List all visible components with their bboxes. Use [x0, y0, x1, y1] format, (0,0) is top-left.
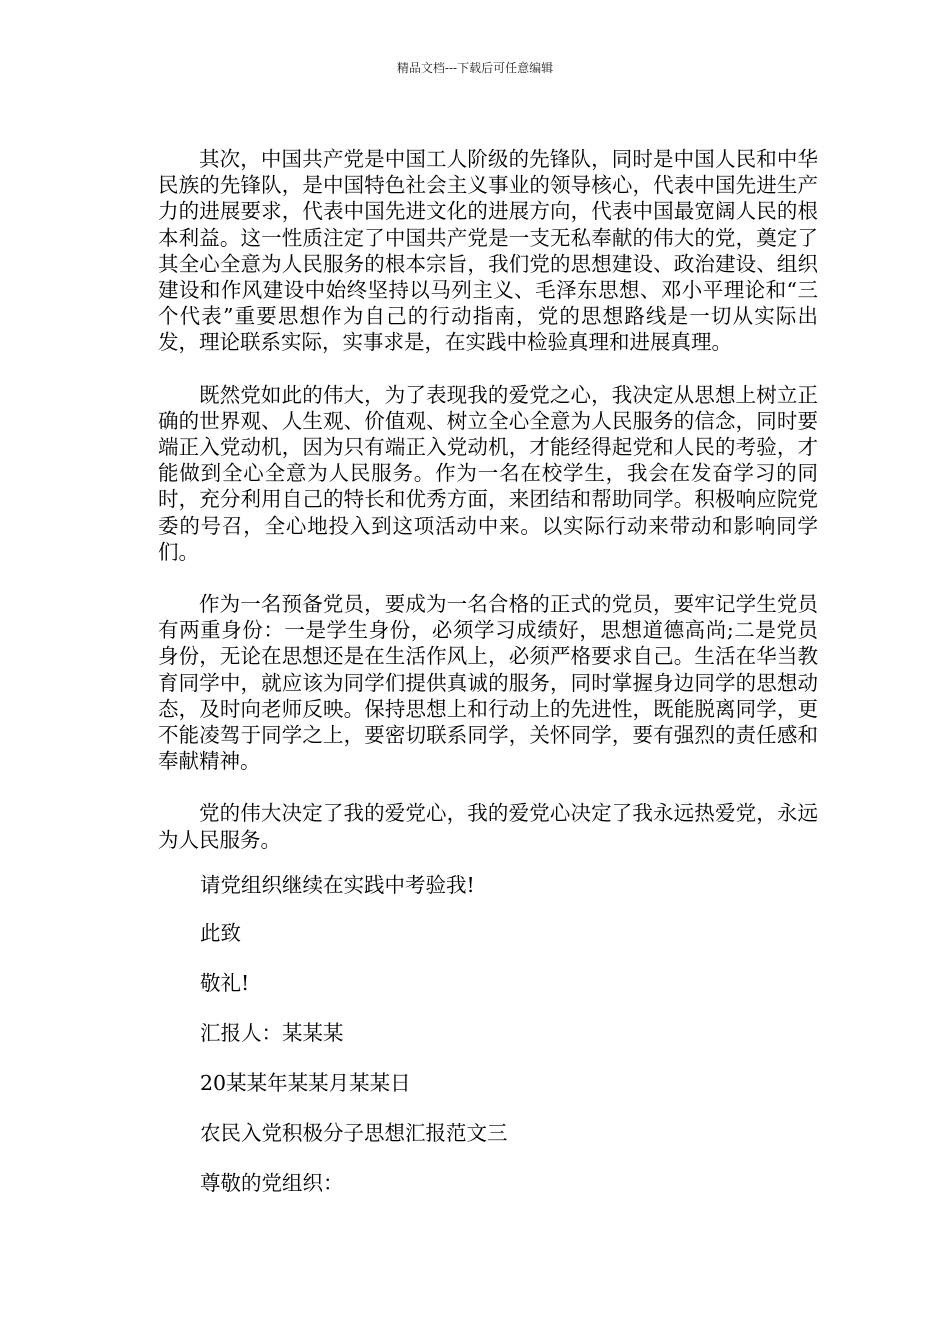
regards-line: 敬礼! [200, 971, 250, 995]
reporter-line: 汇报人：某某某 [200, 1021, 344, 1045]
paragraph-love-party: 既然党如此的伟大，为了表现我的爱党之心，我决定从思想上树立正确的世界观、人生观、价值观、树立全心全意为人民服务的信念，同时要端正入党动机，因为只有端正入党动机，才能经得起党和人民的考验，才能做到全心全意为人民服务。作为一名在校学生，我会在发奋学习的同时，充分利用自己的特长和优秀方面，来团结和帮助同学。积极响应院党委的号召，全心地投入到这项活动中来。以实际行动来带动和影响同学们。 [158, 382, 818, 564]
request-line: 请党组织继续在实践中考验我! [200, 873, 475, 897]
date-line: 20某某年某某月某某日 [200, 1071, 411, 1095]
page-header: 精品文档---下载后可任意编辑 [396, 61, 554, 75]
paragraph-probationary-member: 作为一名预备党员，要成为一名合格的正式的党员，要牢记学生党员有两重身份：一是学生身份，必须学习成绩好，思想道德高尚;二是党员身份，无论在思想还是在生活作风上，必须严格要求自己。生活在华当教育同学中，就应该为同学们提供真诚的服务，同时掌握身边同学的思想动态，及时向老师反映。保持思想上和行动上的先进性，既能脱离同学，更不能凌驾于同学之上，要密切联系同学，关怀同学，要有强烈的责任感和奉献精神。 [158, 592, 818, 774]
greeting-line: 尊敬的党组织： [200, 1171, 344, 1195]
document-body [158, 146, 818, 879]
paragraph-conclusion: 党的伟大决定了我的爱党心，我的爱党心决定了我永远热爱党，永远为人民服务。 [158, 801, 818, 852]
next-article-title: 农民入党积极分子思想汇报范文三 [200, 1121, 508, 1145]
salutation-line: 此致 [200, 921, 241, 945]
paragraph-party-nature: 其次，中国共产党是中国工人阶级的先锋队，同时是中国人民和中华民族的先锋队，是中国特色社会主义事业的领导核心，代表中国先进生产力的进展要求，代表中国先进文化的进展方向，代表中国最宽阔人民的根本利益。这一性质注定了中国共产党是一支无私奉献的伟大的党，奠定了其全心全意为人民服务的根本宗旨，我们党的思想建设、政治建设、组织建设和作风建设中始终坚持以马列主义、毛泽东思想、邓小平理论和“三个代表”重要思想作为自己的行动指南，党的思想路线是一切从实际出发，理论联系实际，实事求是，在实践中检验真理和进展真理。 [158, 147, 818, 355]
